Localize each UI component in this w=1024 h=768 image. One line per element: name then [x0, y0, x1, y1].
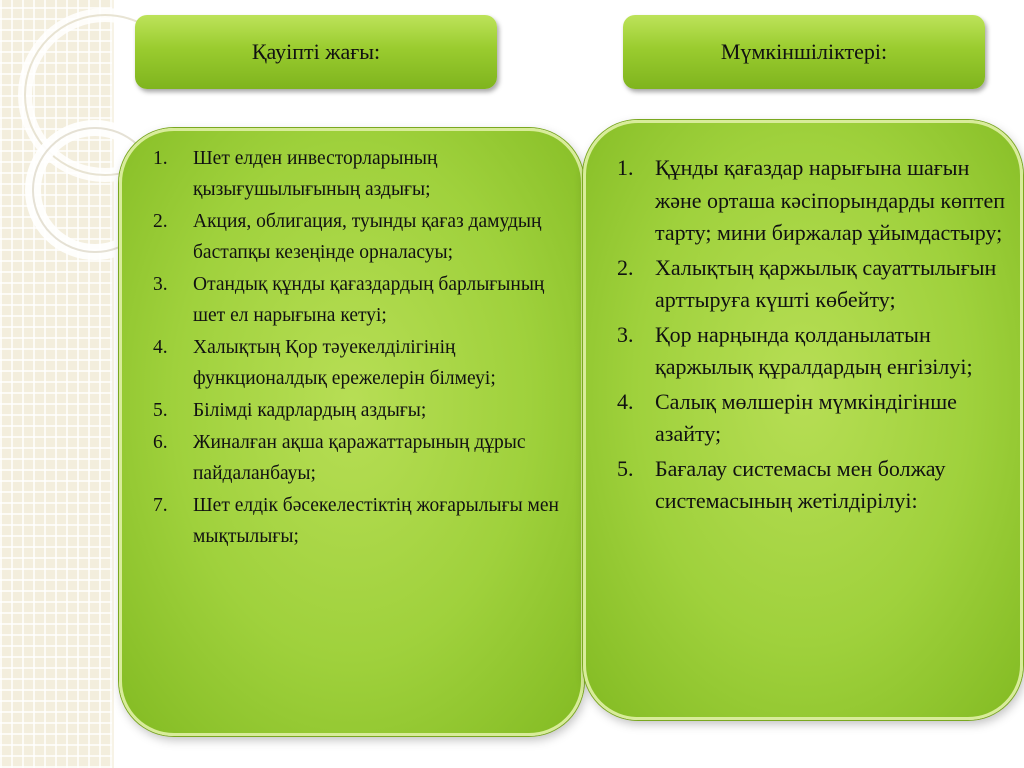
list-item [153, 143, 573, 205]
item-number: 6. [153, 432, 168, 453]
item-text: Халықтың қаржылық сауаттылығын арттыруға күшті көбейту; [655, 254, 997, 312]
item-number: 5. [617, 455, 634, 481]
opportunities-list [617, 152, 1012, 520]
list-item [153, 490, 573, 552]
item-text: Жиналған ақша қаражаттарының дұрыс пайдаланбауы; [193, 432, 526, 484]
item-number: 4. [617, 388, 634, 414]
list-item [153, 332, 573, 394]
item-number: 7. [153, 495, 168, 516]
item-text: Акция, облигация, туынды қағаз дамудың бастапқы кезеңінде орналасуы; [193, 211, 542, 263]
risks-list [153, 143, 573, 553]
list-item [153, 427, 573, 489]
item-text: Білімді кадрлардың аздығы; [193, 400, 427, 421]
item-number: 4. [153, 337, 168, 358]
item-text: Халықтың Қор тәуекелділігінің функционалдық ережелерін білмеуі; [193, 337, 496, 389]
item-number: 1. [617, 155, 634, 180]
item-text: Салық мөлшерін мүмкіндігінше азайту; [655, 388, 957, 446]
item-number: 1. [153, 148, 168, 169]
list-item [617, 386, 1012, 451]
list-item [617, 152, 1012, 250]
list-item [617, 252, 1012, 317]
item-text: Шет елден инвесторларының қызығушылығының аздығы; [193, 148, 438, 200]
list-item [153, 395, 573, 426]
item-number: 3. [617, 321, 634, 347]
item-text: Қор нарңында қолданылатын қаржылық құралдардың енгізілуі; [655, 321, 973, 379]
risks-header: Қауіпті жағы: [135, 15, 497, 89]
list-item [153, 206, 573, 268]
item-text: Құнды қағаздар нарығына шағын және орташа кәсіпорындарды көптеп тарту; мини биржалар ұйымдастыру; [655, 155, 1005, 245]
item-number: 2. [617, 254, 634, 280]
item-number: 3. [153, 274, 168, 295]
item-number: 5. [153, 400, 168, 421]
item-number: 2. [153, 211, 168, 232]
list-item [617, 319, 1012, 384]
list-item [153, 269, 573, 331]
item-text: Бағалау системасы мен болжау системасының жетілдірілуі: [655, 455, 946, 513]
item-text: Шет елдік бәсекелестіктің жоғарылығы мен мықтылығы; [193, 495, 559, 547]
opportunities-header: Мүмкіншіліктері: [623, 15, 985, 89]
item-text: Отандық құнды қағаздардың барлығының шет ел нарығына кетуі; [193, 274, 545, 326]
list-item [617, 453, 1012, 518]
